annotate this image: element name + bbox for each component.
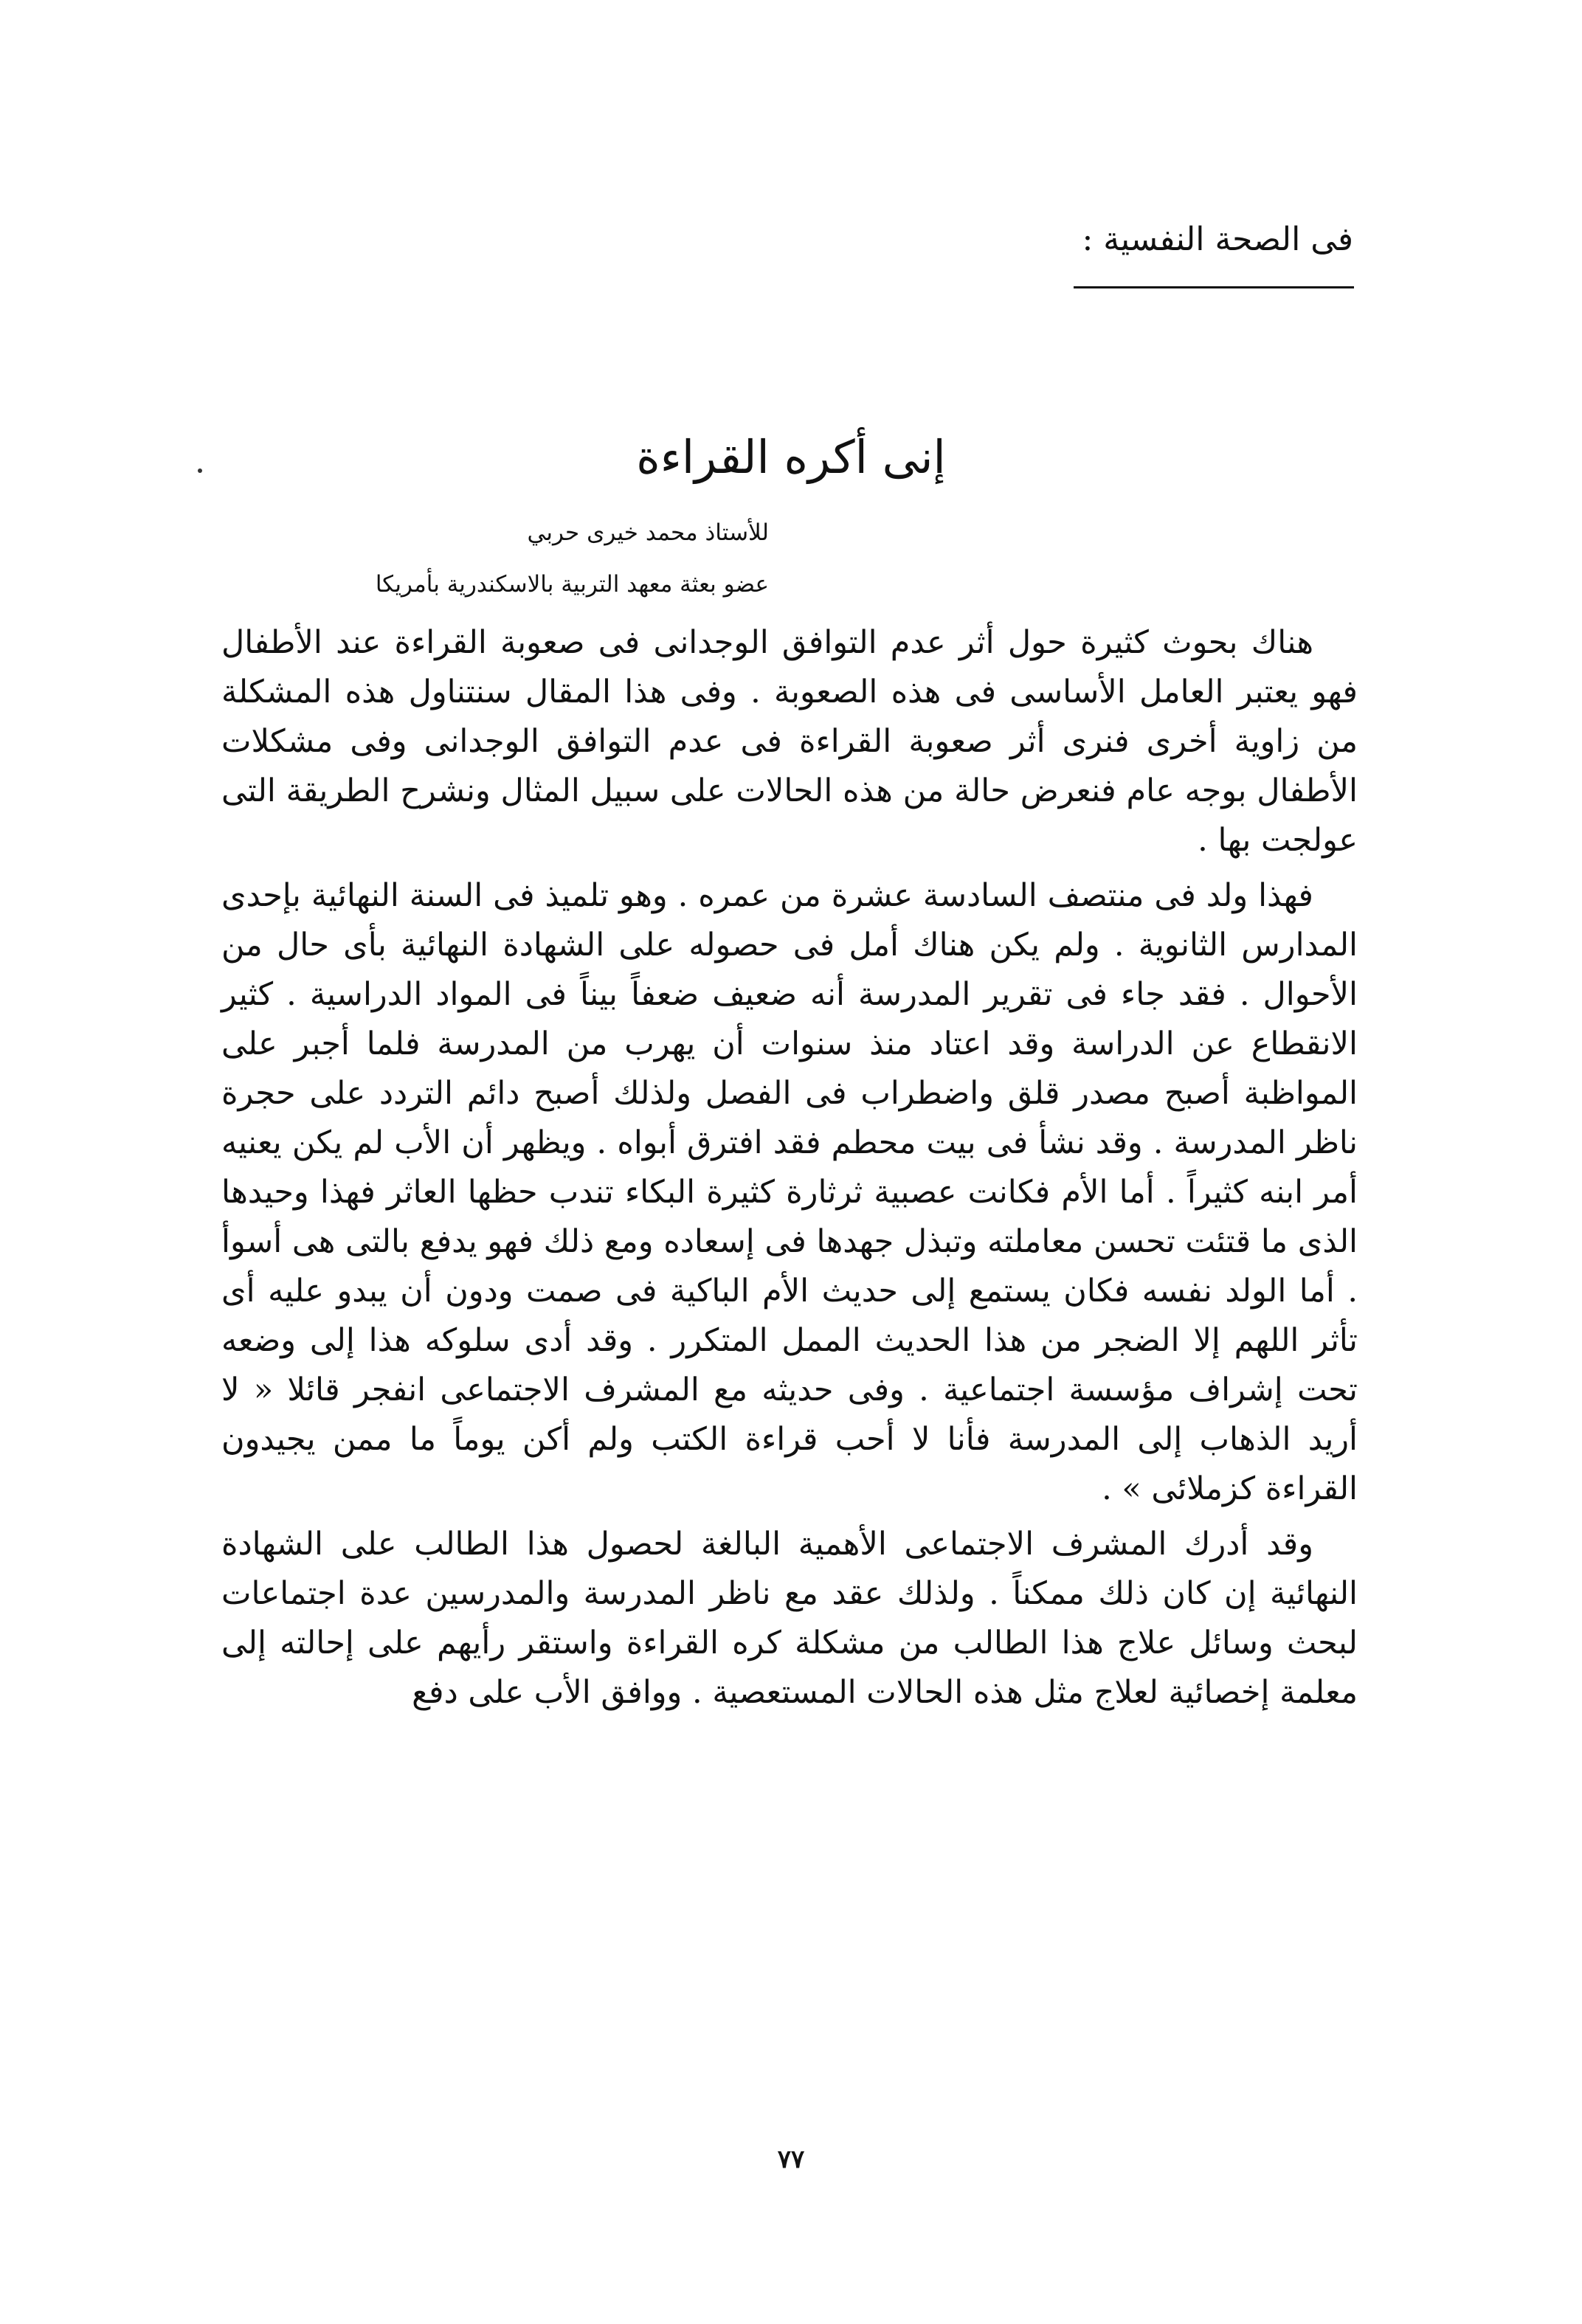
body-paragraph: وقد أدرك المشرف الاجتماعى الأهمية البالغة لحصول هذا الطالب على الشهادة النهائية إن كان ذلك ممكناً . ولذلك عقد مع ناظر المدرسة والمدرسين عدة اجتماعات لبحث وسائل علاج هذا الطالب من مشكلة كره القراءة واستقر رأيهم على إحالته إلى معلمة إخصائية لعلاج مثل هذه الحالات المستعصية . ووافق الأب على دفع bbox=[221, 1526, 1358, 1711]
author-affiliation: عضو بعثة معهد التربية بالاسكندرية بأمريكا bbox=[375, 571, 769, 598]
body-paragraph: فهذا ولد فى منتصف السادسة عشرة من عمره . وهو تلميذ فى السنة النهائية بإحدى المدارس الثانوية . ولم يكن هناك أمل فى حصوله على الشهادة النهائية بأى حال من الأحوال . فقد جاء فى تقرير المدرسة أنه ضعيف ضعفاً بيناً فى المواد الدراسية . كثير الانقطاع عن الدراسة وقد اعتاد منذ سنوات أن يهرب من المدرسة فلما أجبر على المواظبة أصبح مصدر قلق واضطراب فى الفصل ولذلك أصبح دائم التردد على حجرة ناظر المدرسة . وقد نشأ فى بيت محطم فقد افترق أبواه . ويظهر أن الأب لم يكن يعنيه أمر ابنه كثيراً . أما الأم فكانت عصبية ثرثارة كثيرة البكاء تندب حظها العاثر فهذا وحيدها الذى ما قتئت تحسن معاملته وتبذل جهدها فى إسعاده ومع ذلك فهو يدفع بالتى هى أسوأ . أما الولد نفسه فكان يستمع إلى حديث الأم الباكية فى صمت ودون أن يبدو عليه أى تأثر اللهم إلا الضجر من هذا الحديث الممل المتكرر . وقد أدى سلوكه هذا إلى وضعه تحت إشراف مؤسسة اجتماعية . وفى حديثه مع المشرف الاجتماعى انفجر قائلا « لا أريد الذهاب إلى المدرسة فأنا لا أحب قراءة الكتب ولم أكن يوماً ما ممن يجيدون القراءة كزملائى » . bbox=[221, 877, 1358, 1507]
running-header: فى الصحة النفسية : bbox=[1082, 221, 1353, 258]
header-underline bbox=[1074, 286, 1354, 288]
author-line: للأستاذ محمد خيرى حربي bbox=[527, 519, 769, 546]
article-title: إنى أكره القراءة bbox=[636, 430, 946, 484]
article-body bbox=[221, 618, 1358, 1723]
page-number: ٧٧ bbox=[777, 2145, 805, 2174]
body-paragraph: هناك بحوث كثيرة حول أثر عدم التوافق الوجدانى فى صعوبة القراءة عند الأطفال فهو يعتبر العامل الأساسى فى هذه الصعوبة . وفى هذا المقال سنتناول هذه المشكلة من زاوية أخرى فنرى أثر صعوبة القراءة فى عدم التوافق الوجدانى وفى مشكلات الأطفال بوجه عام فنعرض حالة من هذه الحالات على سبيل المثال ونشرح الطريقة التى عولجت بها . bbox=[221, 624, 1358, 859]
